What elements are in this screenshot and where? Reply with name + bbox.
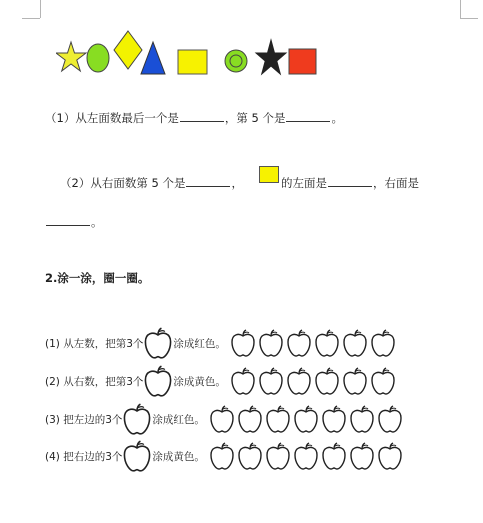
- apple-row-1: [230, 329, 396, 357]
- apple-icon[interactable]: [209, 442, 235, 470]
- apple-icon[interactable]: [377, 405, 403, 433]
- apple-task-1: [45, 327, 396, 359]
- apple-icon[interactable]: [258, 329, 284, 357]
- black-star-shape: [256, 40, 286, 74]
- apple-icon[interactable]: [265, 442, 291, 470]
- corner-mark-top-left: [40, 0, 41, 18]
- apple-icon: [143, 365, 173, 397]
- apple-icon[interactable]: [349, 442, 375, 470]
- green-circle-shape: [87, 44, 109, 72]
- q2-text-e: 。: [91, 215, 103, 229]
- apple-icon: [122, 440, 152, 472]
- apple-icon[interactable]: [370, 329, 396, 357]
- yellow-square-icon: [259, 166, 279, 183]
- apple-icon[interactable]: [370, 367, 396, 395]
- answer-blank[interactable]: [186, 185, 230, 187]
- section-heading: 2.涂一涂，圈一圈。: [45, 271, 150, 285]
- task-1-suffix: 涂成红色。: [173, 337, 226, 350]
- task-3-prefix: (3) 把左边的3个: [45, 413, 123, 426]
- apple-icon[interactable]: [321, 405, 347, 433]
- apple-task-2: [45, 365, 396, 397]
- green-ring-shape: [225, 50, 247, 72]
- red-square-shape: [289, 49, 316, 74]
- yellow-diamond-shape: [114, 31, 142, 69]
- apple-icon[interactable]: [230, 367, 256, 395]
- task-2-prefix: (2) 从右数，把第3个: [45, 375, 144, 388]
- q2-text-d: ，右面是: [372, 176, 419, 190]
- apple-icon[interactable]: [314, 329, 340, 357]
- apple-icon: [143, 327, 173, 359]
- apple-icon[interactable]: [286, 329, 312, 357]
- question-2-line: [60, 172, 419, 191]
- apple-icon[interactable]: [342, 329, 368, 357]
- shape-sequence: [56, 28, 326, 78]
- apple-icon[interactable]: [230, 329, 256, 357]
- answer-blank[interactable]: [46, 224, 90, 226]
- apple-row-2: [230, 367, 396, 395]
- apple-task-3: [45, 403, 403, 435]
- answer-blank[interactable]: [328, 185, 372, 187]
- corner-mark-top-right: [460, 0, 461, 18]
- task-4-suffix: 涂成黄色。: [152, 450, 205, 463]
- answer-blank[interactable]: [286, 120, 330, 122]
- corner-mark-top-right-h: [460, 18, 478, 19]
- apple-row-3: [209, 405, 403, 433]
- question-1-line: [45, 110, 343, 126]
- question-2-continuation: [45, 214, 103, 230]
- q1-text-c: 。: [331, 111, 343, 125]
- apple-task-4: [45, 440, 403, 472]
- task-3-suffix: 涂成红色。: [152, 413, 205, 426]
- task-2-suffix: 涂成黄色。: [173, 375, 226, 388]
- apple-icon[interactable]: [209, 405, 235, 433]
- q2-text-a: （2）从右面数第 5 个是: [60, 176, 186, 190]
- apple-icon[interactable]: [237, 442, 263, 470]
- apple-icon[interactable]: [321, 442, 347, 470]
- yellow-rectangle-shape: [178, 50, 207, 74]
- apple-icon[interactable]: [377, 442, 403, 470]
- task-1-prefix: (1) 从左数，把第3个: [45, 337, 144, 350]
- apple-icon[interactable]: [293, 405, 319, 433]
- yellow-star-shape: [56, 42, 86, 71]
- q1-text-a: （1）从左面数最后一个是: [45, 111, 179, 125]
- apple-icon[interactable]: [342, 367, 368, 395]
- apple-icon[interactable]: [286, 367, 312, 395]
- apple-icon[interactable]: [258, 367, 284, 395]
- q2-text-c: 的左面是: [280, 176, 327, 190]
- answer-blank[interactable]: [180, 120, 224, 122]
- apple-icon[interactable]: [293, 442, 319, 470]
- apple-icon[interactable]: [237, 405, 263, 433]
- corner-mark-top-left-h: [22, 18, 40, 19]
- task-4-prefix: (4) 把右边的3个: [45, 450, 123, 463]
- apple-icon[interactable]: [349, 405, 375, 433]
- q2-text-b: ，: [231, 176, 243, 190]
- apple-row-4: [209, 442, 403, 470]
- q1-text-b: ，第 5 个是: [224, 111, 286, 125]
- apple-icon: [122, 403, 152, 435]
- apple-icon[interactable]: [265, 405, 291, 433]
- blue-triangle-shape: [141, 42, 165, 74]
- apple-icon[interactable]: [314, 367, 340, 395]
